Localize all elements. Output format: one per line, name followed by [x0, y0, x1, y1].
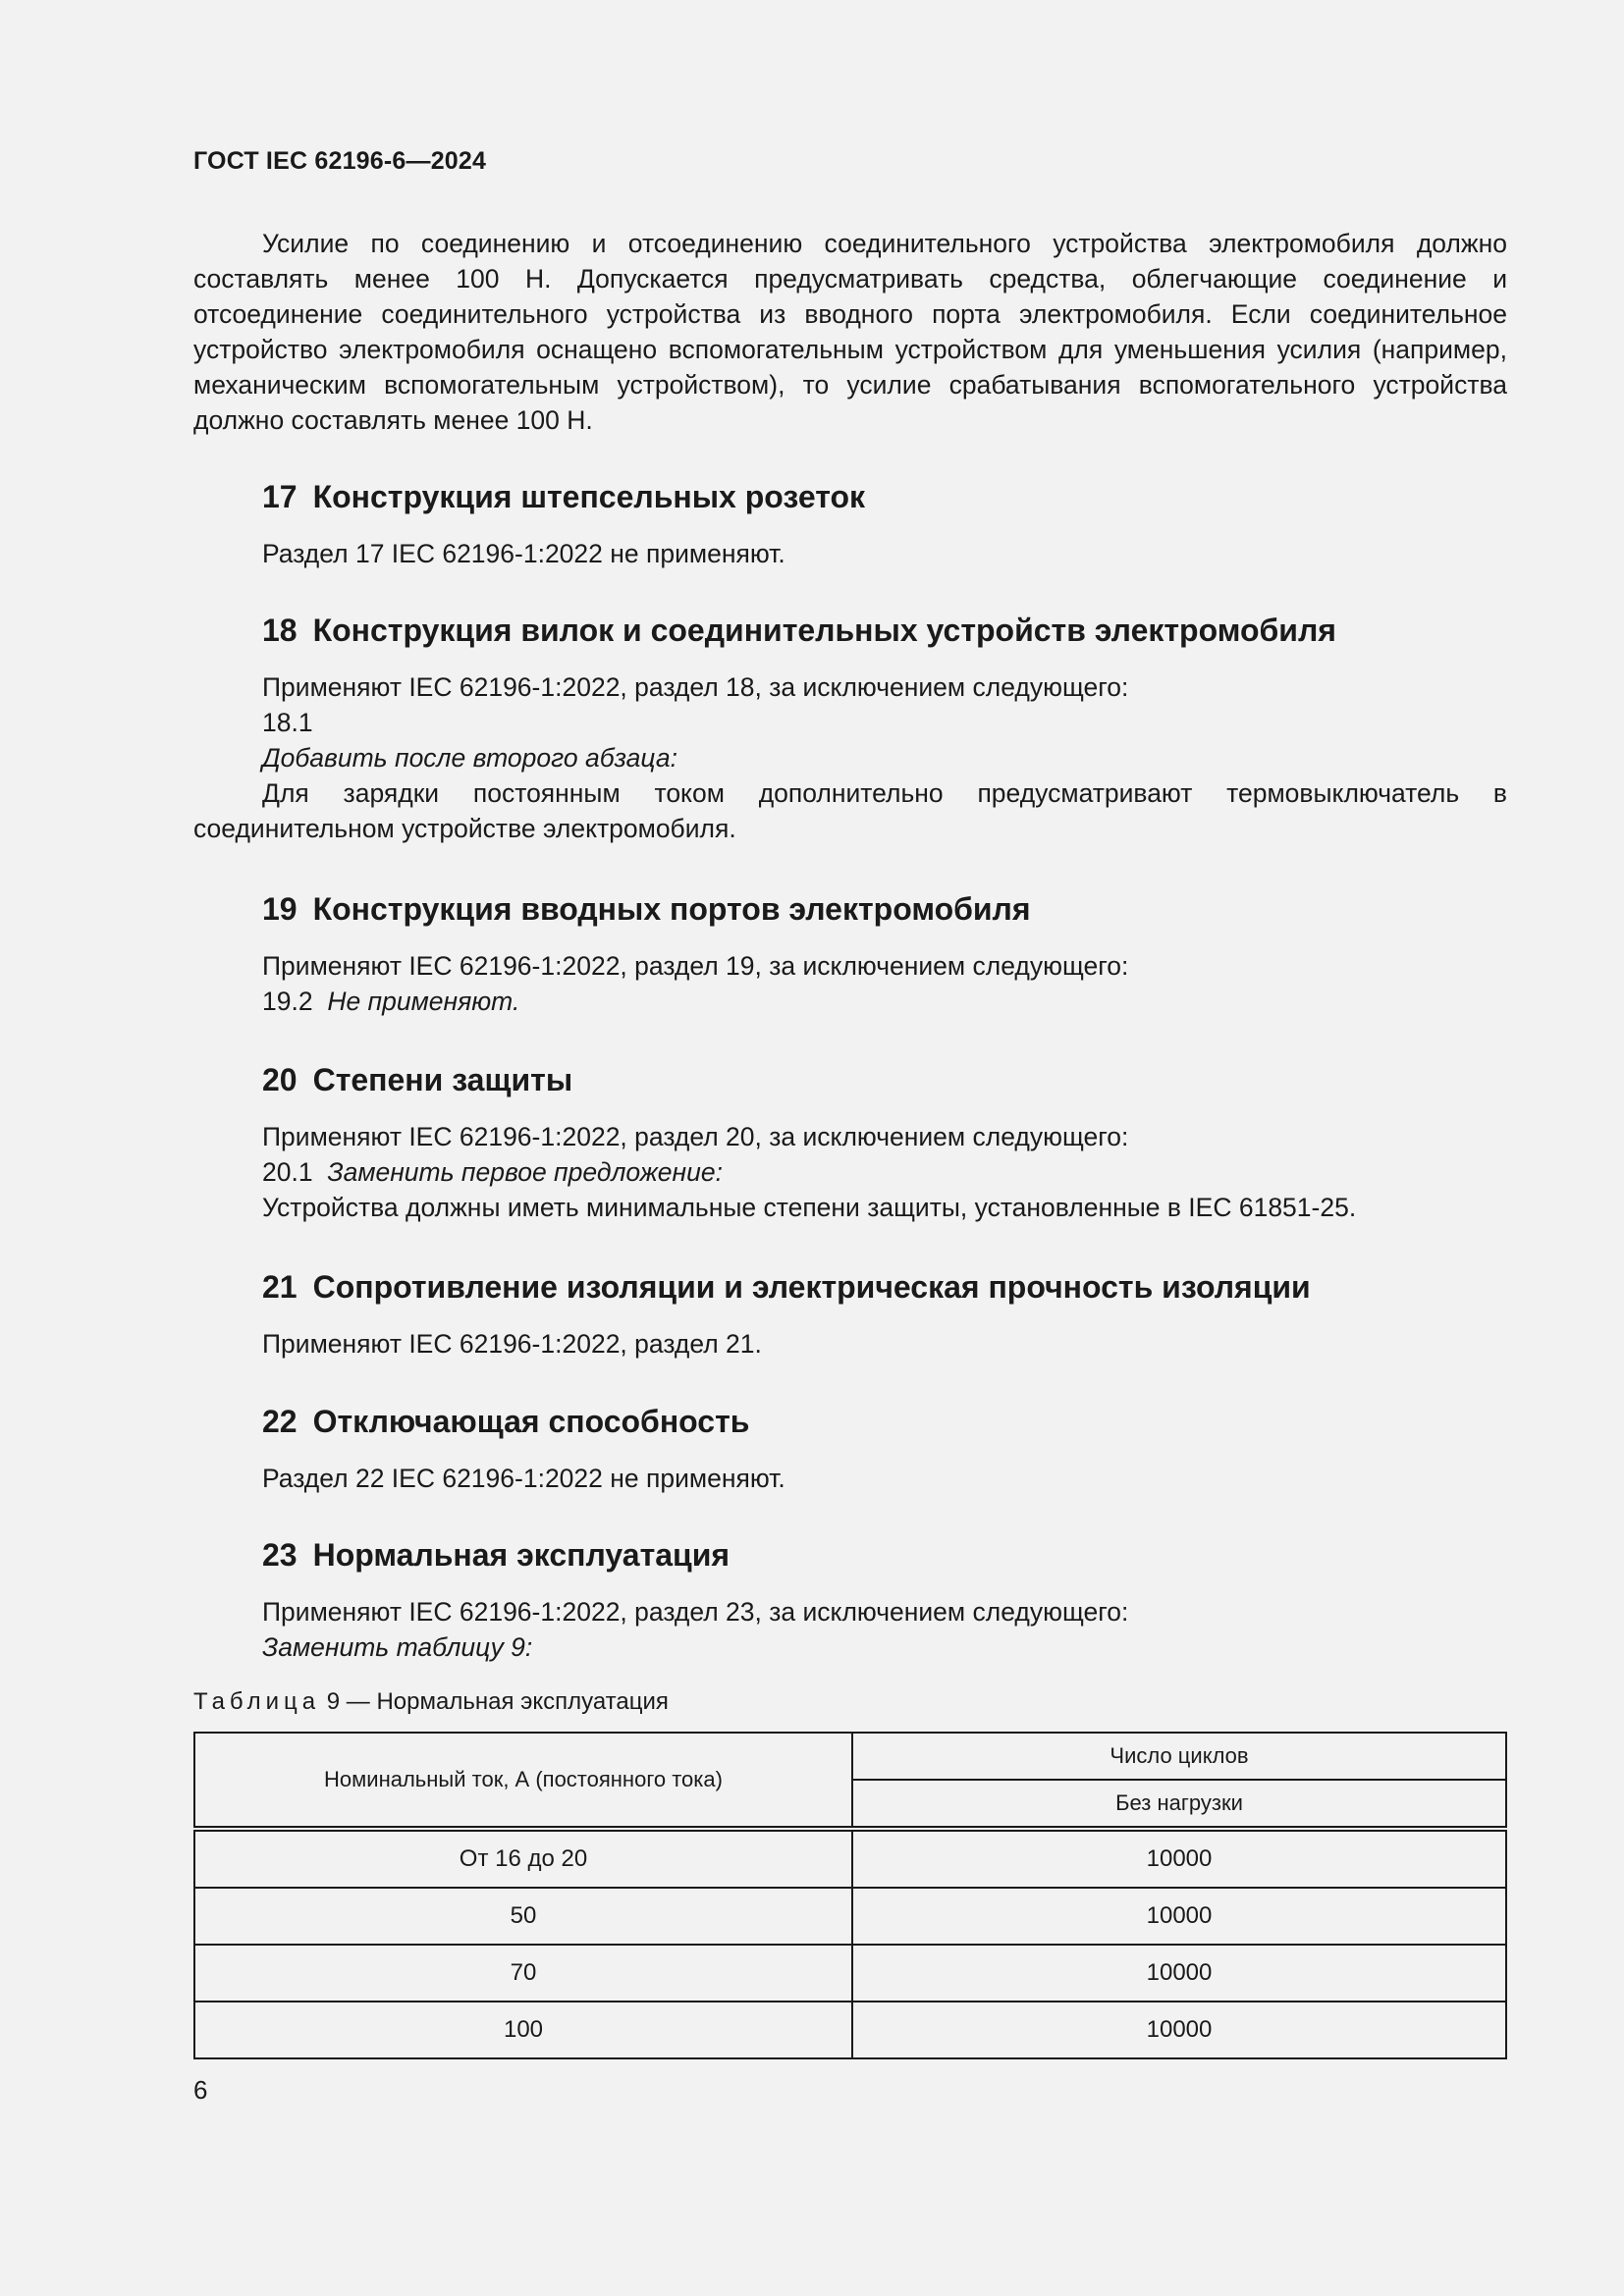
clause-line — [193, 984, 1507, 1019]
clause-paragraph: Для зарядки постоянным током дополнительно предусматривают термовыключатель в соединительном устройстве электромобиля. — [193, 778, 1507, 843]
cell-cycles: 10000 — [852, 1829, 1506, 1888]
header-no-load: Без нагрузки — [852, 1780, 1506, 1829]
clause-instruction: Заменить первое предложение: — [327, 1157, 723, 1187]
section-title: Сопротивление изоляции и электрическая прочность изоляции — [312, 1269, 1311, 1305]
table-row — [194, 1945, 1506, 2002]
section-heading — [193, 1402, 1507, 1441]
section-heading — [193, 1267, 1507, 1307]
table-row — [194, 1829, 1506, 1888]
section-title: Конструкция штепсельных розеток — [312, 479, 866, 514]
section-23 — [193, 1535, 1507, 1665]
section-number: 23 — [262, 1537, 298, 1573]
section-19 — [193, 889, 1507, 1019]
table-caption-word: Таблица — [193, 1688, 321, 1715]
clause-line — [193, 1154, 1507, 1190]
section-number: 22 — [262, 1404, 298, 1439]
page-number: 6 — [193, 2075, 208, 2105]
header-current: Номинальный ток, А (постоянного тока) — [194, 1733, 852, 1829]
clause-number: 20.1 — [262, 1157, 313, 1187]
section-heading — [193, 889, 1507, 929]
cell-current: 50 — [194, 1888, 852, 1945]
section-text: Применяют IEC 62196-1:2022, раздел 23, за исключением следующего: — [262, 1597, 1129, 1627]
section-21 — [193, 1267, 1507, 1362]
section-title: Конструкция вилок и соединительных устройств электромобиля — [312, 613, 1336, 648]
cell-cycles: 10000 — [852, 2002, 1506, 2058]
section-heading — [193, 1535, 1507, 1575]
clause-number: 18.1 — [262, 708, 313, 737]
section-heading — [193, 1060, 1507, 1099]
header-cycles: Число циклов — [852, 1733, 1506, 1780]
section-text: Раздел 22 IEC 62196-1:2022 не применяют. — [262, 1464, 785, 1493]
section-number: 17 — [262, 479, 298, 514]
cell-cycles: 10000 — [852, 1945, 1506, 2002]
section-22 — [193, 1402, 1507, 1496]
cell-cycles: 10000 — [852, 1888, 1506, 1945]
section-title: Степени защиты — [312, 1062, 573, 1097]
section-title: Конструкция вводных портов электромобиля — [312, 891, 1031, 927]
section-heading — [193, 611, 1507, 650]
section-number: 18 — [262, 613, 298, 648]
clause-text: Устройства должны иметь минимальные степени защиты, установленные в IEC 61851-25. — [262, 1193, 1357, 1222]
section-number: 19 — [262, 891, 298, 927]
table-row — [194, 1888, 1506, 1945]
section-title: Нормальная эксплуатация — [312, 1537, 731, 1573]
cell-current: 70 — [194, 1945, 852, 2002]
section-text: Применяют IEC 62196-1:2022, раздел 18, за исключением следующего: — [262, 672, 1129, 702]
clause-instruction: Добавить после второго абзаца: — [262, 743, 677, 773]
section-text: Применяют IEC 62196-1:2022, раздел 20, за исключением следующего: — [262, 1122, 1129, 1151]
table-caption-title: 9 — Нормальная эксплуатация — [326, 1688, 669, 1715]
cell-current: 100 — [194, 2002, 852, 2058]
section-title: Отключающая способность — [312, 1404, 750, 1439]
section-text: Применяют IEC 62196-1:2022, раздел 21. — [262, 1329, 762, 1359]
section-number: 21 — [262, 1269, 298, 1305]
intro-text: Усилие по соединению и отсоединению соединительного устройства электромобиля должно составлять менее 100 Н. Допускается предусматривать средства, облегчающие соединение и отсоединение соединительного устройства из вводного порта электромобиля. Если соединительное устройство электромобиля оснащено вспомогательным устройством для уменьшения усилия (например, механическим вспомогательным устройством), то усилие срабатывания вспомогательного устройства должно составлять менее 100 Н. — [193, 229, 1507, 435]
section-text: Раздел 17 IEC 62196-1:2022 не применяют. — [262, 539, 785, 568]
document-header: ГОСТ IEC 62196-6—2024 — [193, 147, 487, 175]
section-17 — [193, 477, 1507, 571]
section-heading — [193, 477, 1507, 516]
table-header-row — [194, 1733, 1506, 1780]
table-caption — [193, 1688, 669, 1716]
section-18 — [193, 611, 1507, 846]
table-9 — [193, 1732, 1507, 2059]
table-row — [194, 2002, 1506, 2058]
cell-current: От 16 до 20 — [194, 1829, 852, 1888]
clause-instruction: Не применяют. — [327, 987, 520, 1016]
intro-paragraph — [193, 226, 1507, 438]
clause-number: 19.2 — [262, 987, 313, 1016]
section-text: Применяют IEC 62196-1:2022, раздел 19, за исключением следующего: — [262, 951, 1129, 981]
section-number: 20 — [262, 1062, 298, 1097]
clause-instruction: Заменить таблицу 9: — [262, 1632, 533, 1662]
section-20 — [193, 1060, 1507, 1225]
